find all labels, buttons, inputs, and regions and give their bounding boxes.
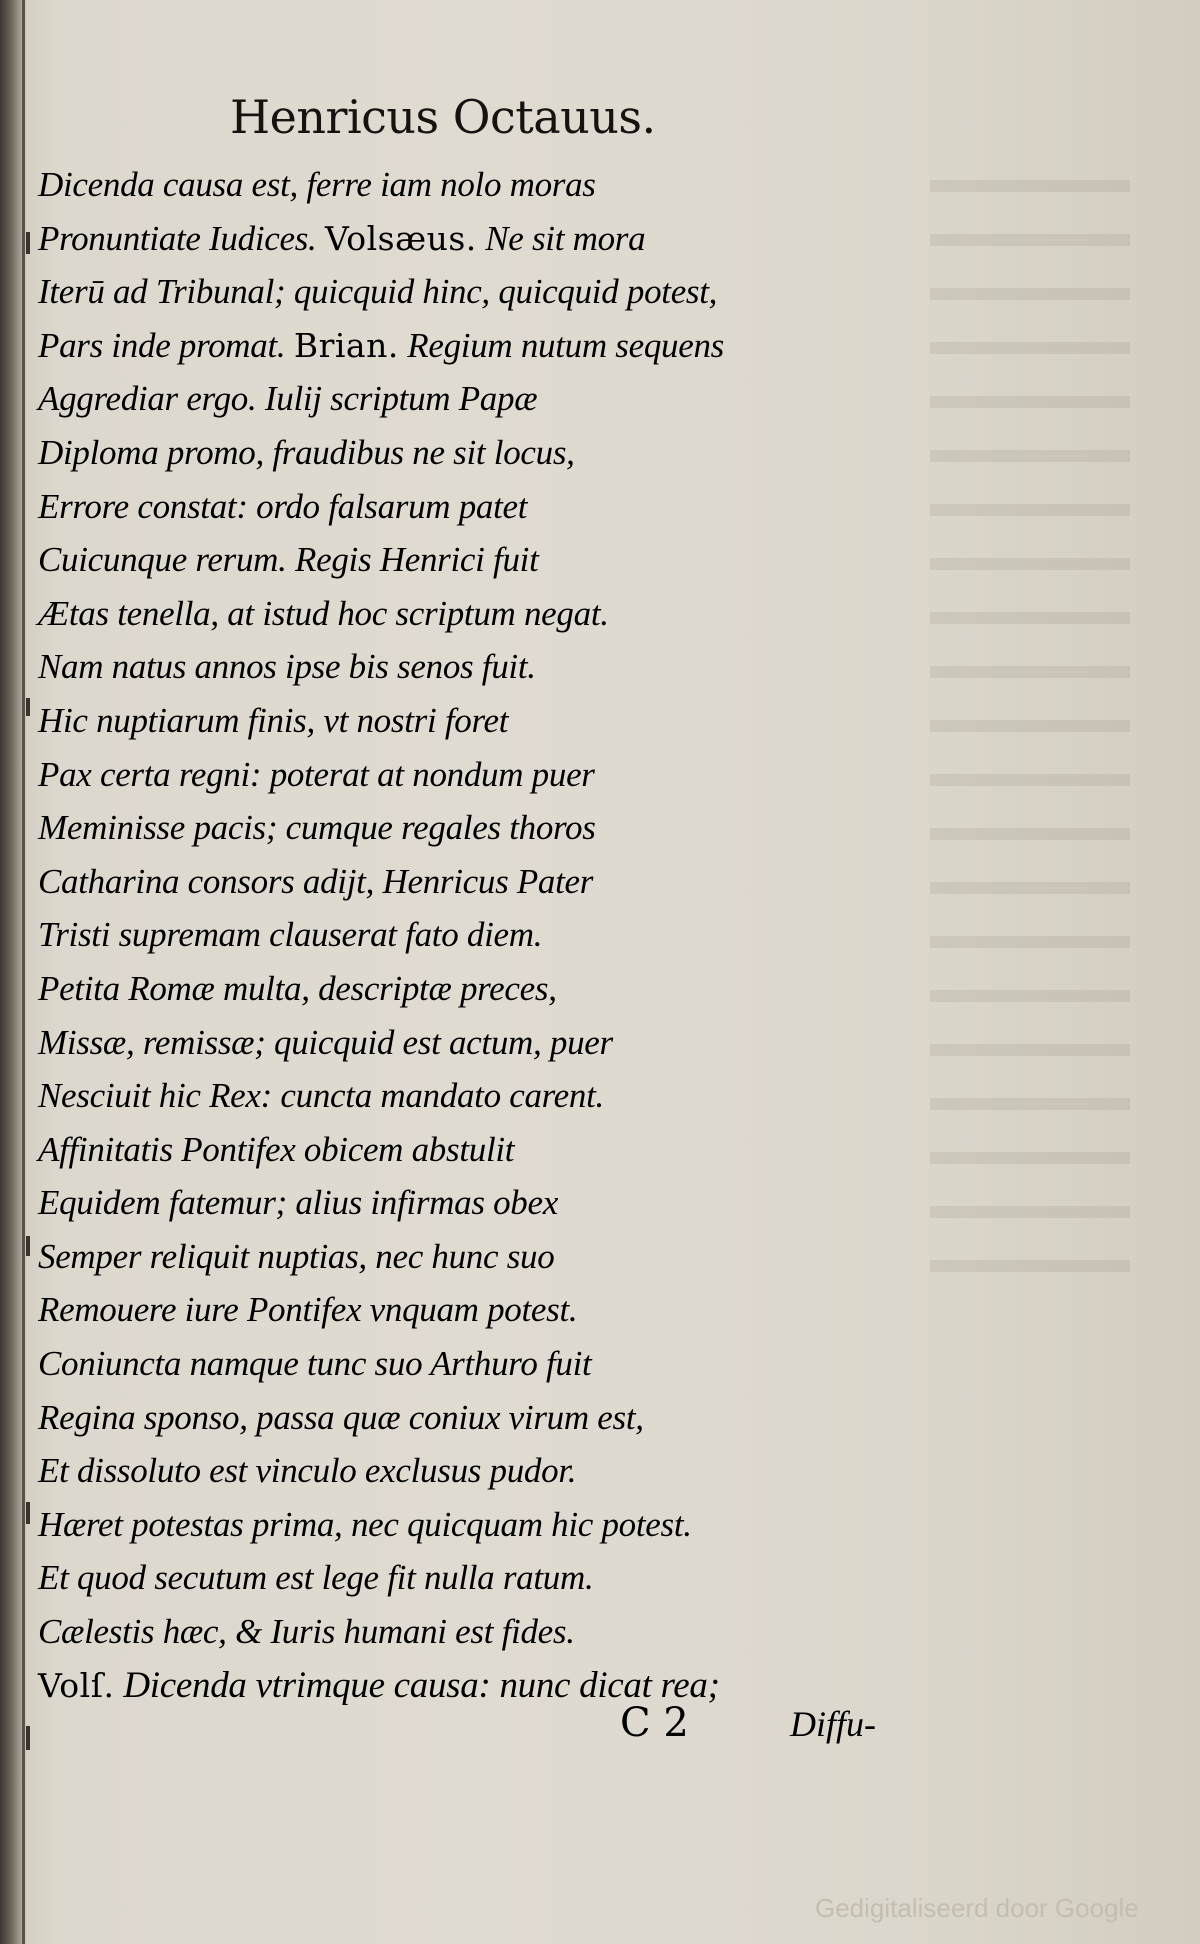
verse-line: Aggrediar ergo. Iulij scriptum Papæ [38, 379, 538, 419]
running-header: Henricus Octauus. [230, 90, 656, 144]
digitization-watermark: Gedigitaliseerd door Google [815, 1893, 1139, 1923]
speaker-name: Volsæus. [324, 218, 477, 258]
margin-mark [26, 698, 30, 716]
page-footer [620, 1700, 876, 1746]
verse-line: Pronuntiate Iudices. Volsæus. Ne sit mora [38, 218, 646, 258]
verse-line: Errore constat: ordo falsarum patet [38, 486, 528, 526]
verse-line: Ætas tenella, at istud hoc scriptum negat. [38, 593, 609, 633]
speaker-name: Volſ. [38, 1665, 115, 1705]
verse-line: Et quod secutum est lege fit nulla ratum. [38, 1558, 594, 1598]
verse-line: Et dissoluto est vinculo exclusus pudor. [38, 1451, 577, 1491]
catchword: Diffu- [790, 1704, 876, 1744]
verse-line: Hic nuptiarum finis, vt nostri foret [38, 700, 509, 740]
verse-line: Nesciuit hic Rex: cuncta mandato carent. [38, 1076, 604, 1116]
margin-mark [26, 1502, 30, 1524]
verse-line: Petita Romæ multa, descriptæ preces, [38, 968, 557, 1008]
verse-line: Dicenda causa est, ferre iam nolo moras [38, 165, 596, 204]
verse-line: Coniuncta namque tunc suo Arthuro fuit [38, 1344, 592, 1384]
verse-line: Iterū ad Tribunal; quicquid hinc, quicquid potest, [38, 272, 718, 312]
show-through-text [930, 150, 1130, 1300]
margin-mark [26, 1236, 30, 1256]
verse-line: Equidem fatemur; alius infirmas obex [38, 1183, 558, 1223]
verse-line: Cuicunque rerum. Regis Henrici fuit [38, 540, 539, 580]
verse-line: Remouere iure Pontifex vnquam potest. [38, 1290, 578, 1330]
verse-line: Tristi supremam clauserat fato diem. [38, 915, 543, 955]
speaker-name: Brian. [293, 325, 399, 365]
margin-mark [26, 1726, 30, 1750]
verse-line: Hæret potestas prima, nec quicquam hic potest. [38, 1504, 692, 1544]
verse-line: Affinitatis Pontifex obicem abstulit [38, 1129, 515, 1169]
verse-line: Missæ, remissæ; quicquid est actum, puer [38, 1022, 613, 1062]
verse-line: Meminisse pacis; cumque regales thoros [38, 808, 596, 848]
signature-mark: C 2 [620, 1700, 689, 1746]
verse-line: Volſ. Dicenda vtrimque causa: nunc dicat rea; [38, 1664, 720, 1706]
margin-mark [26, 232, 30, 254]
verse-line: Pax certa regni: poterat at nondum puer [38, 754, 595, 794]
binding-edge [22, 0, 25, 1944]
verse-line: Cælestis hæc, & Iuris humani est fides. [38, 1612, 575, 1652]
verse-line: Regina sponso, passa quæ coniux virum est, [38, 1397, 644, 1437]
verse-line: Diploma promo, fraudibus ne sit locus, [38, 432, 575, 472]
verse-line: Catharina consors adijt, Henricus Pater [38, 861, 594, 901]
verse-block [38, 158, 938, 1712]
verse-line: Semper reliquit nuptias, nec hunc suo [38, 1236, 555, 1276]
verse-line: Pars inde promat. Brian. Regium nutum sequens [38, 325, 724, 365]
verse-line: Nam natus annos ipse bis senos fuit. [38, 647, 536, 687]
